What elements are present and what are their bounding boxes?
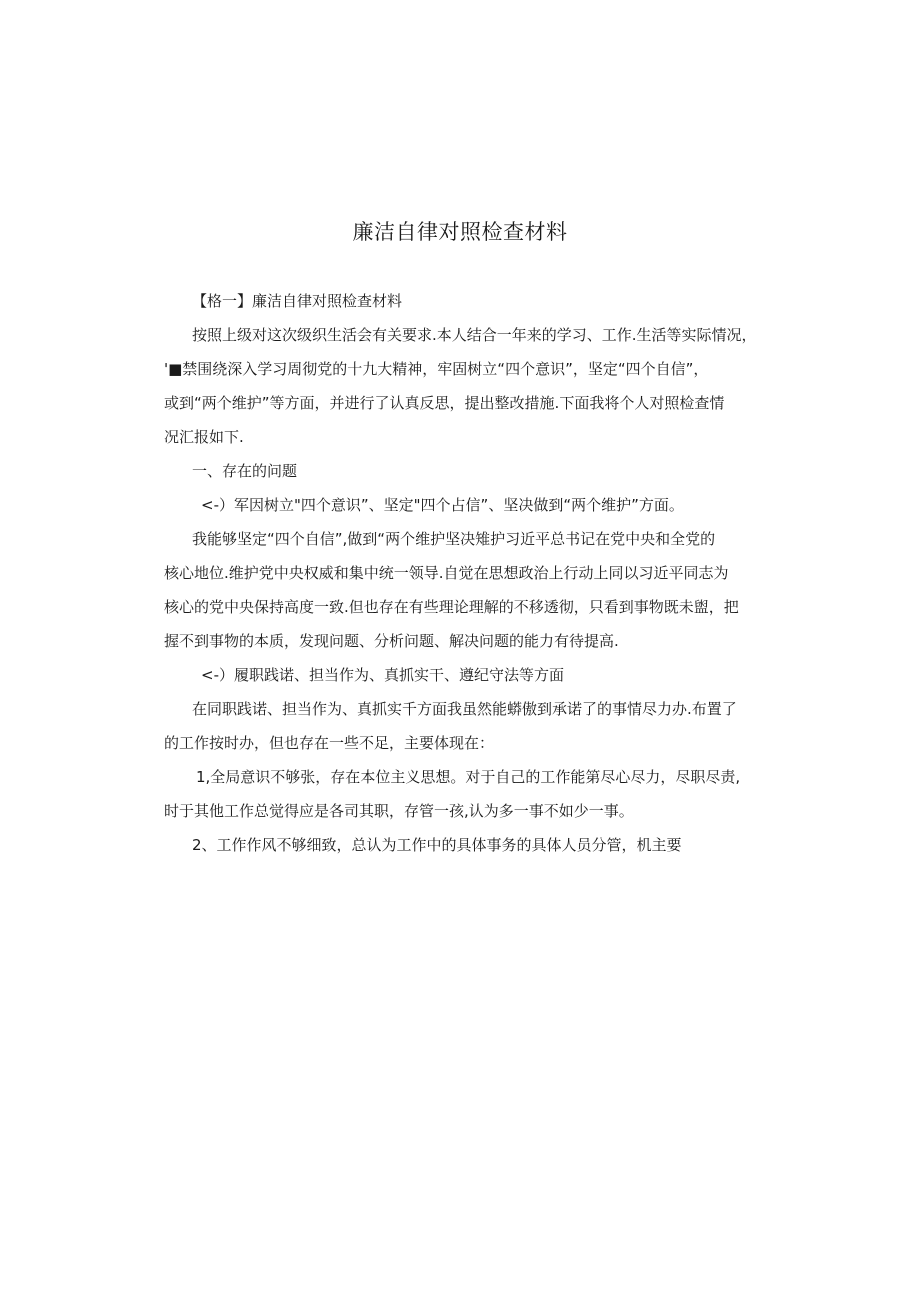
paragraph-line: 或到“两个维护”等方面，并进行了认真反思，提出整改措施.下面我将个人对照检查情: [164, 394, 725, 412]
paragraph-line: 在同职践诺、担当作为、真抓实千方面我虽然能蟒傲到承诺了的事情尽力办.布置了: [192, 700, 737, 718]
paragraph-line: 核心地位.维护党中央权威和集中统一领导.自觉在思想政治上行动上同以习近平同志为: [164, 564, 729, 582]
list-item: 1,全局意识不够张，存在本位主义思想。对于自己的工作能第尽心尽力，尽职尽责,: [196, 768, 741, 786]
paragraph-line: 握不到事物的本质，发现问题、分析问题、解决问题的能力有待提高.: [164, 632, 619, 650]
paragraph-line: 按照上级对这次级织生活会有关要求.本人结合一年来的学习、工作.生活等实际情况，: [192, 326, 757, 344]
section-heading: 一、存在的问题: [192, 462, 298, 480]
list-item: 2、工作作风不够细致，总认为工作中的具体事务的具体人员分管，机主要: [192, 836, 682, 854]
document-title: 廉洁自律对照检查材料: [352, 220, 568, 244]
paragraph-line: 时于其他工作总觉得应是各司其职，存管一孩,认为多一事不如少一事。: [164, 802, 634, 820]
paragraph-line: 的工作按时办，但也存在一些不足，主要体现在：: [164, 734, 495, 752]
paragraph-line: '■禁围绕深入学习周彻党的十九大精神，牢固树立“四个意识”，坚定“四个自信”，: [164, 360, 709, 378]
document-body: [164, 284, 764, 862]
paragraph-line: 况汇报如下.: [164, 428, 244, 446]
section-heading-variant: 【格一】廉洁自律对照检查材料: [192, 292, 403, 310]
paragraph-line: 核心的党中央保持高度一致.但也存在有些理论理解的不移透彻，只看到事物既未盥，把: [164, 598, 739, 616]
subsection-heading: <-）履职践诺、担当作为、真抓实干、遵纪守法等方面: [201, 666, 564, 684]
paragraph-line: 我能够坚定“四个自信”,做到“两个维护坚决雉护习近平总书记在党中央和全党的: [192, 530, 716, 548]
subsection-heading: <-）军因树立"四个意识”、坚定"四个占信”、坚决做到“两个维护”方面。: [201, 496, 684, 514]
